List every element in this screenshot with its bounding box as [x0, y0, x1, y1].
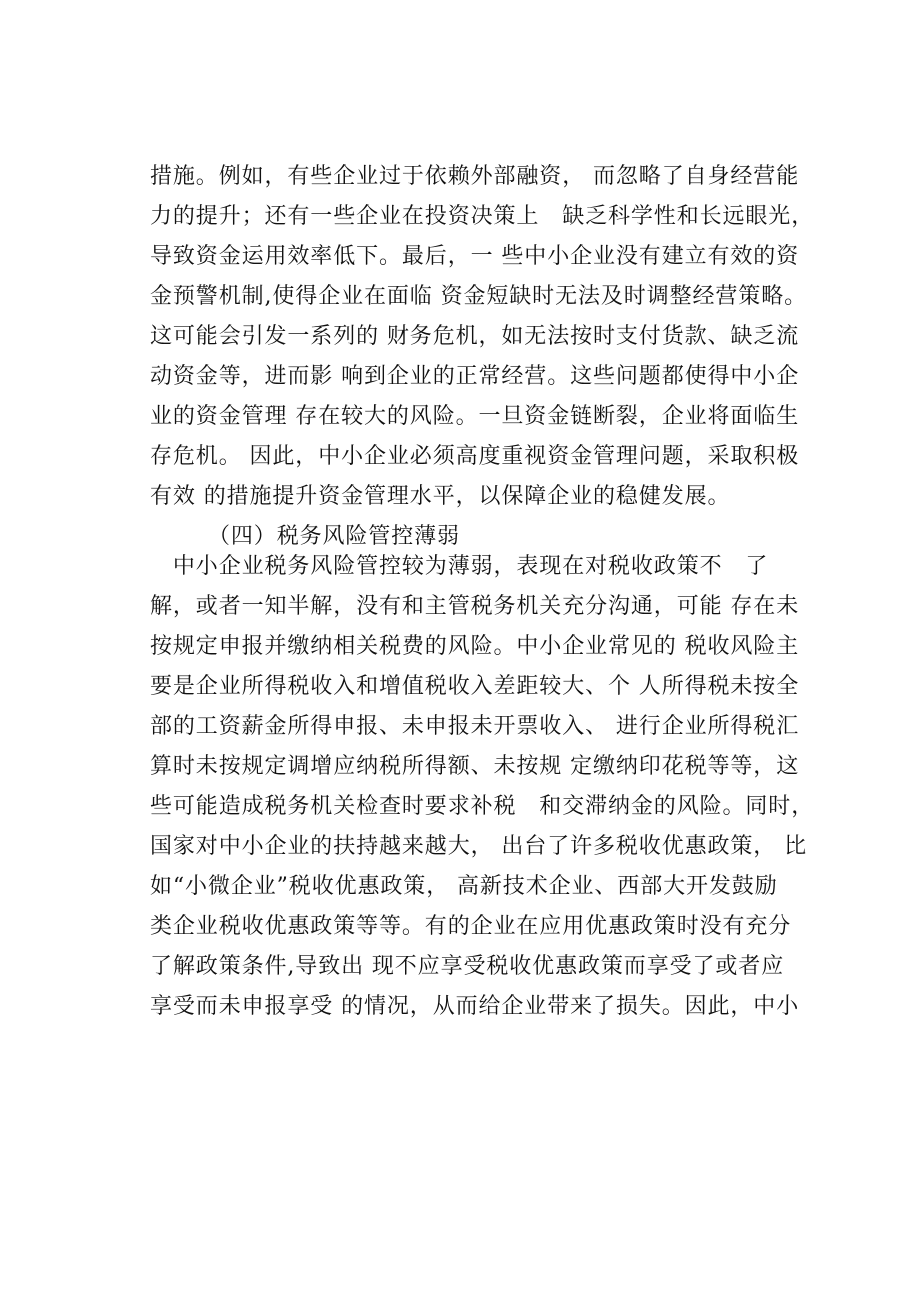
text-line: 国家对中小企业的扶持越来越大， 出台了许多税收优惠政策， 比 — [150, 834, 807, 859]
text-line: 有效 的措施提升资金管理水平，以保障企业的稳健发展。 — [150, 484, 731, 509]
text-line: 算时未按规定调增应纳税所得额、未按规 定缴纳印花税等等，这 — [150, 754, 800, 779]
text-line: 按规定申报并缴纳相关税费的风险。中小企业常见的 税收风险主 — [150, 634, 800, 659]
text-line: 业的资金管理 存在较大的风险。一旦资金链断裂，企业将面临生 — [150, 404, 800, 429]
text-line: 如“小微企业”税收优惠政策， 高新技术企业、西部大开发鼓励 — [150, 874, 778, 899]
text-line: 这可能会引发一系列的 财务危机，如无法按时支付货款、缺乏流 — [150, 324, 800, 349]
text-line: 金预警机制,使得企业在面临 资金短缺时无法及时调整经营策略。 — [150, 284, 807, 309]
text-line: 要是企业所得税收入和增值税收入差距较大、个 人所得税未按全 — [150, 674, 800, 699]
paragraph-tax-risk — [150, 547, 815, 1027]
text-line: 导致资金运用效率低下。最后，一 些中小企业没有建立有效的资 — [150, 244, 800, 269]
paragraph-funds-management — [150, 157, 815, 557]
text-line: 了解政策条件,导致出 现不应享受税收优惠政策而享受了或者应 — [150, 954, 785, 979]
text-line: 力的提升；还有一些企业在投资决策上 缺乏科学性和长远眼光， — [150, 204, 815, 229]
text-line: 享受而未申报享受 的情况，从而给企业带来了损失。因此，中小 — [150, 994, 800, 1019]
section-heading: （四）税务风险管控薄弱 — [208, 524, 460, 549]
text-line: 动资金等，进而影 响到企业的正常经营。这些问题都使得中小企 — [150, 364, 800, 389]
text-line: 类企业税收优惠政策等等。有的企业在应用优惠政策时没有充分 — [150, 914, 792, 939]
text-line: 存危机。 因此，中小企业必须高度重视资金管理问题，采取积极 — [150, 444, 800, 469]
text-line: 些可能造成税务机关检查时要求补税 和交滞纳金的风险。同时， — [150, 794, 815, 819]
text-line: 部的工资薪金所得申报、未申报未开票收入、 进行企业所得税汇 — [150, 714, 800, 739]
text-line: 解，或者一知半解，没有和主管税务机关充分沟通，可能 存在未 — [150, 594, 800, 619]
text-line: 措施。例如，有些企业过于依赖外部融资， 而忽略了自身经营能 — [150, 164, 800, 189]
text-line: 中小企业税务风险管控较为薄弱，表现在对税收政策不 了 — [150, 554, 769, 579]
